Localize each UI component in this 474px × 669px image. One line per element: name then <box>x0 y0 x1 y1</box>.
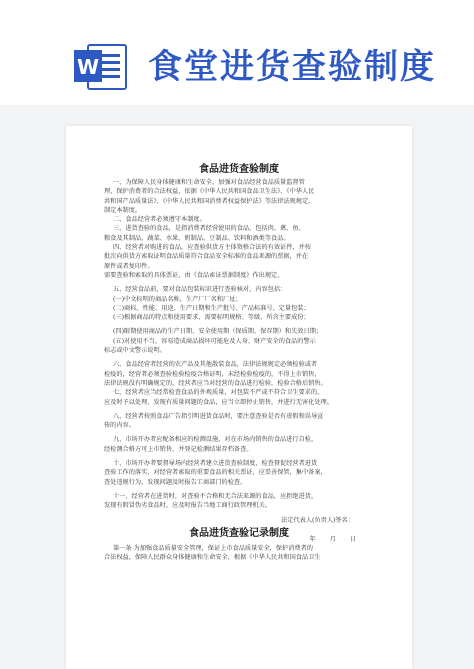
document-body <box>104 178 380 544</box>
document-line: (一)中文标明的商品名称，生产厂厂名和厂址； <box>113 295 242 303</box>
document-line: 检疫的，经营者必须查验检验检疫合格证明，未经检验检疫的，不得上市销售， <box>104 370 321 378</box>
document-line: 九、市场开办者应配备相应的检测设施，对在市场内销售的食品进行自检， <box>113 436 318 444</box>
document-line: 八、经营者按照食品广告指引明进货食品时，要注意查验是否有虚假和误导宣 <box>113 412 324 420</box>
document-title: 食品进货查验制度 <box>199 164 279 175</box>
document-line: 查处违规行为，发现问题及时报告工商部门的检查。 <box>104 478 247 486</box>
document-line: 六、食品经营者经营的农产品及其他散装食品，法律法规规定必须检验或者 <box>113 361 318 369</box>
document-line: 二、食品经营者必须遵守本制度。 <box>113 216 206 224</box>
document-line: (二)商标、性能、用途、生产日期和生产批号、产品标准号、定量包装； <box>113 304 310 312</box>
document-line: 查验工作的落实，对经营者索取的重要食品的相关票证，应妥善保管，集中备案， <box>104 469 327 477</box>
document-line: 年月日 <box>309 535 370 543</box>
document-line: 经检测合格方可上市销售，并登记检测结果存档备查。 <box>104 445 253 453</box>
document-line: 应及时予以处理，发现有质量问题的食品，应当立即停止销售，并进行无害化处理。 <box>104 398 333 406</box>
document-line: 一、为保障人民身体健康和生命安全，加强对食品经营食品质量监督管 <box>113 179 305 186</box>
document-line: (三)根据商品的特点和使用要求，需要标明规格、等级、所含主要成份； <box>113 314 310 322</box>
document-line: 制定本制度。 <box>104 206 142 214</box>
document-line: 共和国产品质量法》、《中华人民共和国消费者权益保护法》等法律法规规定， <box>104 197 315 205</box>
document-line: (四)限期使用商品的生产日期、安全使用期（保质期、保存期）和失效日期； <box>113 328 323 336</box>
document-line: 五、经营食品前，要对食品包装标识进行查验核对，内容包括： <box>113 286 287 294</box>
document-line: 标志或中文警示说明。 <box>104 347 166 355</box>
document-line: 法定代表人(负责人)签名： <box>281 516 354 524</box>
document-line: 发现有假冒伪劣食品时，应及时报告当地工商行政管理机关。 <box>104 502 272 510</box>
document-preview <box>66 126 412 669</box>
document-body-continued <box>104 544 380 563</box>
document-line: 批次向供货方索取证明食品质量符合食品安全标准的食品来源的票据，并在 <box>104 253 309 261</box>
word-icon <box>74 42 128 92</box>
document-line: 十、市场开办者要督导场内经营者建立进货查验制度，检查督促经营者进货 <box>113 460 318 468</box>
document-line: 原件或者复印件。 <box>104 262 154 270</box>
document-line: 传的内容。 <box>104 422 135 430</box>
document-line: 合法权益，保障人民群众身体健康和生命安全，根据《中华人民共和国食品卫生 <box>104 554 321 562</box>
document-line: (五)对使用不当，容易造成商品损坏可能危及人身、财产安全的食品的警示 <box>113 337 316 345</box>
document-line: 第一条 为加强食品质量安全管理，保证上市食品质量安全，保护消费者的 <box>113 545 313 552</box>
document-line: 四、经营者对购进的食品，应查验供货方主体资格合法的有效证件，并按 <box>113 244 311 252</box>
document-line: 七、经营者应当经常检查食品的外观质量，对包装不严或不符合卫生要求的， <box>113 389 324 397</box>
document-line: 法律法规没有明确规定的，经营者应当对经营的食品进行检验，检验合格后销售。 <box>104 379 327 387</box>
document-line: 十一、经营者在进货时，对查验不合格和无合法来源的食品，应拒绝进货， <box>113 492 318 500</box>
page-title: 食堂进货查验制度 <box>148 47 436 87</box>
section-title: 食品进货查验记录制度 <box>189 528 289 539</box>
header-banner <box>0 0 474 105</box>
word-icon-letter: W <box>76 55 100 79</box>
document-line: 理，保护消费者的合法权益，依据《中华人民共和国食品卫生法》、《中华人民 <box>104 188 315 196</box>
document-line: 三、进货查验的食品，是指消费者经营使用的食品，包括肉、禽、鱼、 <box>113 225 305 233</box>
document-line: 粮食及其制品、蔬菜、水果、奶制品、豆制品、饮料和酒类等食品。 <box>104 234 290 242</box>
document-line: 需要查验和索取的具体票证，由《食品索证票据制度》作出规定。 <box>104 271 284 279</box>
